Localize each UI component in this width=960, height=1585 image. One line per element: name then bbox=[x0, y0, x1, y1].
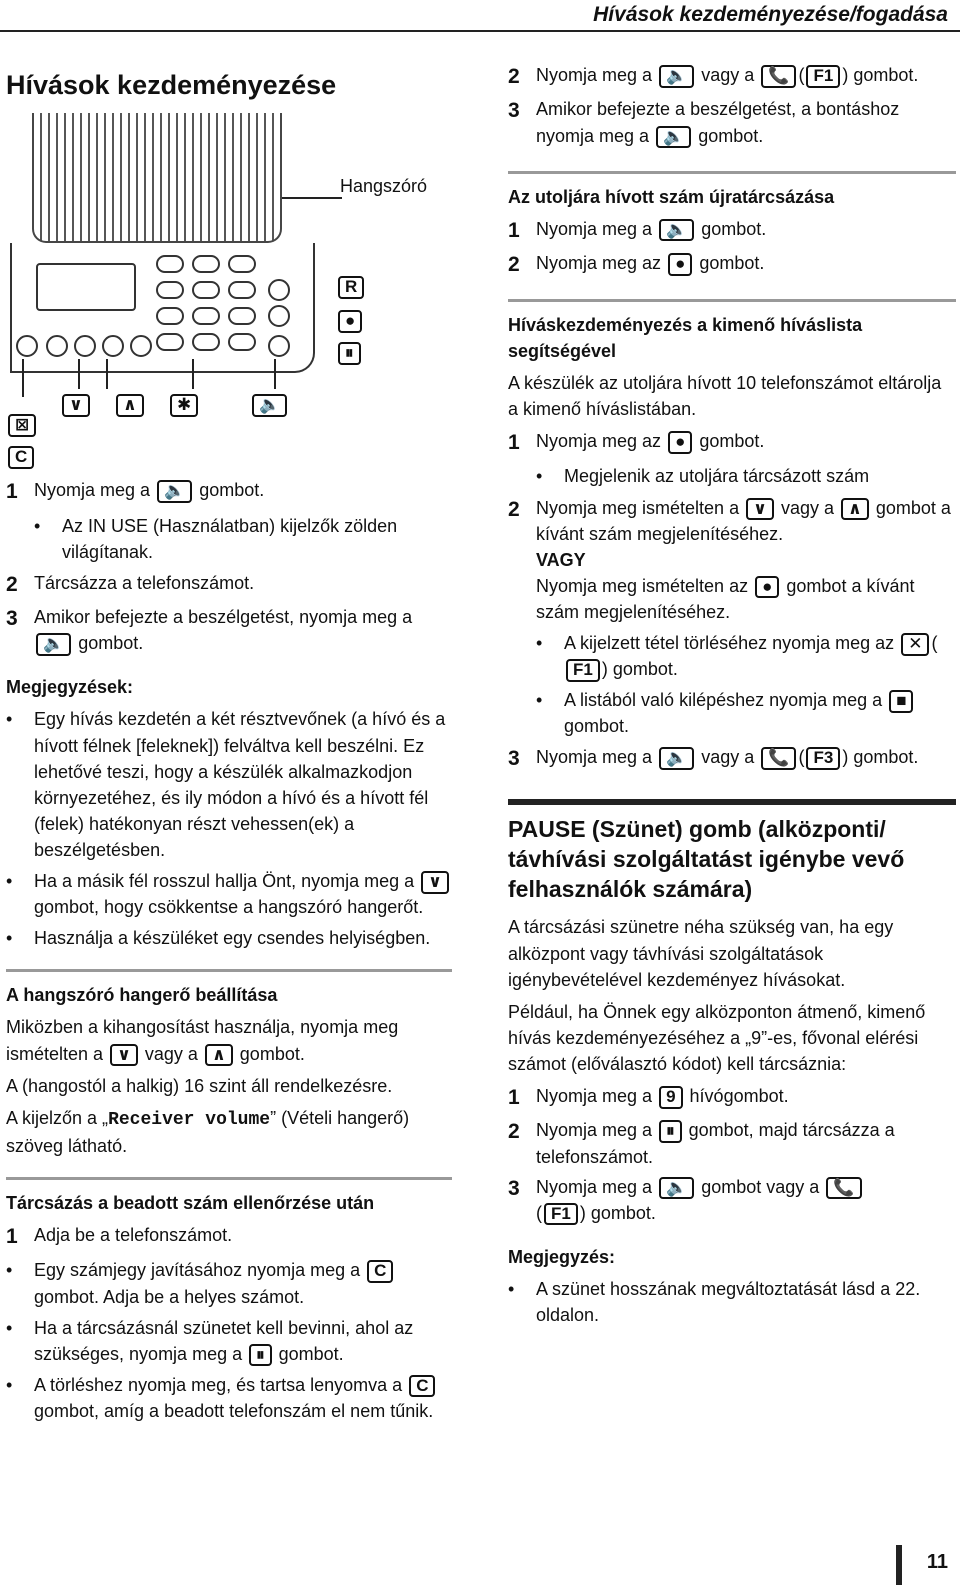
callout-c bbox=[6, 443, 36, 469]
step-text-pre: Nyomja meg a bbox=[536, 1120, 653, 1141]
dial-bullet bbox=[6, 1257, 452, 1309]
step-text-post: gombot a kívánt szám megjelenítéséhez. bbox=[536, 497, 951, 544]
key-redial: ● bbox=[668, 431, 692, 454]
bullet-text-pre: A törléshez nyomja meg, és tartsa lenyomva a bbox=[34, 1374, 403, 1395]
step-number: 3 bbox=[508, 99, 520, 123]
dial-key[interactable] bbox=[192, 307, 220, 325]
step-text-post: gombot. bbox=[78, 633, 144, 654]
step-text bbox=[536, 216, 956, 246]
para-text: vagy a bbox=[144, 1043, 198, 1064]
leader-line bbox=[78, 359, 80, 389]
callout-mute bbox=[6, 411, 38, 437]
step-text-pre: Amikor befejezte a beszélgetést, nyomja meg a bbox=[34, 607, 413, 628]
step-text-pre: Nyomja meg a bbox=[536, 1176, 653, 1197]
redial-heading: Az utoljára hívott szám újratárcsázása bbox=[508, 171, 956, 210]
key-speaker: 🔈 bbox=[252, 394, 287, 417]
step-text-pre: Nyomja meg a bbox=[536, 1086, 653, 1107]
callout-star bbox=[168, 391, 200, 417]
step-text bbox=[536, 1083, 956, 1113]
key-down: ∨ bbox=[110, 1044, 138, 1067]
bullet-text bbox=[34, 1372, 452, 1424]
list-step-2 bbox=[508, 495, 956, 625]
key-redial: ● bbox=[338, 310, 362, 333]
dial-key[interactable] bbox=[156, 281, 184, 299]
bullet-text: A kijelzett tétel törléséhez nyomja meg az ✕ (F1 ) gombot. bbox=[564, 630, 956, 682]
key-f1: F1 bbox=[806, 65, 840, 88]
bullet-text-pre: A kijelzett tétel törléséhez nyomja meg az bbox=[564, 632, 895, 653]
key-pause: ⏸ bbox=[659, 1120, 682, 1143]
key-f1: F1 bbox=[544, 1203, 578, 1226]
para-text: A kijelzőn a „ bbox=[6, 1107, 109, 1128]
step-text-post: gombot. bbox=[699, 253, 765, 274]
key-speaker: 🔈 bbox=[656, 126, 691, 149]
dial-bullet bbox=[6, 1372, 452, 1424]
step-number: 2 bbox=[508, 497, 520, 521]
step-number: 3 bbox=[6, 607, 18, 631]
key-down: ∨ bbox=[746, 498, 774, 521]
key-c: C bbox=[8, 446, 34, 469]
dial-key[interactable] bbox=[192, 333, 220, 351]
step-text-pre: Nyomja meg a bbox=[536, 747, 653, 768]
dial-step-1 bbox=[6, 1222, 452, 1252]
note-bullet bbox=[508, 1276, 956, 1328]
volume-paragraph bbox=[6, 1014, 452, 1066]
step-text bbox=[536, 428, 956, 458]
volume-display-note bbox=[6, 1105, 452, 1159]
step-number: 2 bbox=[508, 253, 520, 277]
bullet-dot: • bbox=[34, 515, 41, 536]
leader-line bbox=[192, 359, 194, 389]
bullet-dot: • bbox=[536, 632, 543, 653]
dial-key[interactable] bbox=[192, 281, 220, 299]
key-talk: 📞 bbox=[761, 747, 796, 770]
note-bullet bbox=[6, 868, 452, 920]
step-number: 1 bbox=[508, 430, 520, 454]
step-number: 2 bbox=[508, 65, 520, 88]
down-button[interactable] bbox=[74, 335, 96, 357]
dial-key[interactable] bbox=[228, 255, 256, 273]
step-text bbox=[536, 1117, 956, 1169]
callout-r bbox=[336, 273, 366, 299]
key-f1: F1 bbox=[566, 659, 600, 682]
bullet-text: Megjelenik az utoljára tárcsázott szám bbox=[564, 466, 870, 487]
leader-line bbox=[22, 359, 24, 397]
bullet-dot: • bbox=[6, 1317, 13, 1338]
bullet-text: Egy hívás kezdetén a két résztvevőnek (a hívó és a hívott félnek [feleknek]) felváltva kell beszélni. Ez lehetővé teszi, hogy a készülék alkalmazkodjon környezetéhez, és ily módon a hívó és a hívott fél (felek) hatékonyan részt vehessen(ek) a beszélgetésben. bbox=[34, 709, 446, 860]
step-text-pre: Nyomja meg ismételten az bbox=[536, 575, 749, 596]
pause-paragraph-1: A tárcsázási szünetre néha szükség van, ha egy alközpont vagy távhívási szolgáltatások igénybevételével kezdeményez hívásokat. bbox=[508, 917, 894, 990]
bullet-dot: • bbox=[536, 690, 543, 711]
key-9: 9 bbox=[659, 1086, 682, 1109]
step-text-pre: Nyomja meg a bbox=[34, 480, 151, 501]
bullet-text-post: gombot. bbox=[564, 716, 630, 737]
step-text: Nyomja meg a 🔈 gombot vagy a 📞 ( F1 ) gombot. bbox=[536, 1174, 956, 1226]
callout-pause bbox=[336, 339, 363, 365]
phone-diagram bbox=[6, 113, 452, 467]
key-redial: ● bbox=[755, 576, 779, 599]
step-text-mid: vagy a bbox=[780, 497, 834, 518]
bullet bbox=[536, 687, 956, 739]
step-text bbox=[34, 477, 452, 507]
speaker-label: Hangszóró bbox=[340, 176, 428, 197]
key-speaker: 🔈 bbox=[36, 633, 71, 656]
bullet-text-pre: Ha a másik fél rosszul hallja Önt, nyomja meg a bbox=[34, 871, 415, 892]
bullet bbox=[536, 463, 956, 489]
step-number: 2 bbox=[508, 1120, 520, 1144]
pause-step-3 bbox=[508, 1174, 956, 1226]
step-text-pre: Nyomja meg az bbox=[536, 430, 662, 451]
bullet-text-post: gombot. Adja be a helyes számot. bbox=[34, 1286, 305, 1307]
note-bullet bbox=[6, 925, 452, 951]
step-2 bbox=[508, 62, 956, 92]
step-text-post: gombot. bbox=[853, 747, 919, 768]
step-text-post: gombot. bbox=[853, 65, 919, 85]
redial-step-1 bbox=[508, 216, 956, 246]
bullet bbox=[34, 513, 452, 565]
bullet-text bbox=[34, 868, 452, 920]
key-up: ∧ bbox=[116, 394, 144, 417]
display-text: Receiver volume bbox=[108, 1109, 271, 1130]
clear-button[interactable] bbox=[46, 335, 68, 357]
dial-bullet bbox=[6, 1315, 452, 1367]
key-talk: 📞 bbox=[826, 1177, 861, 1200]
step-text-post: gombot. bbox=[590, 1202, 656, 1223]
redial-step-2 bbox=[508, 250, 956, 280]
pause-step-2 bbox=[508, 1117, 956, 1169]
step-number: 2 bbox=[6, 572, 18, 596]
step-text bbox=[34, 604, 452, 656]
key-talk: 📞 bbox=[761, 65, 796, 88]
bullet-text-pre: Ha a tárcsázásnál szünetet kell bevinni, ahol az szükséges, nyomja meg a bbox=[34, 1317, 414, 1364]
key-f3: F3 bbox=[806, 747, 840, 770]
left-column bbox=[6, 66, 452, 1429]
leader-line bbox=[274, 359, 276, 389]
step-text bbox=[536, 250, 956, 280]
bullet-dot: • bbox=[6, 1374, 13, 1395]
dial-key[interactable] bbox=[156, 307, 184, 325]
bullet-text-pre: Egy számjegy javításához nyomja meg a bbox=[34, 1260, 361, 1281]
step-number: 1 bbox=[6, 1224, 18, 1248]
bullet-dot: • bbox=[6, 928, 13, 949]
bullet-text-post: gombot, amíg a beadott telefonszám el nem tűnik. bbox=[34, 1400, 434, 1421]
call-list-heading: Híváskezdeményezés a kimenő híváslista segítségével bbox=[508, 299, 956, 364]
notes-heading: Megjegyzések: bbox=[6, 677, 134, 698]
callout-up bbox=[114, 391, 146, 417]
callout-redial bbox=[336, 307, 364, 333]
list-step-3 bbox=[508, 744, 956, 774]
step-text: Nyomja meg a 🔈 vagy a 📞 ( F1 ) gombot. bbox=[536, 62, 956, 92]
step-text-mid: vagy a bbox=[701, 65, 755, 85]
bullet-dot: • bbox=[6, 871, 13, 892]
step-text-post: gombot. bbox=[698, 125, 764, 146]
step-text-mid: gombot vagy a bbox=[701, 1176, 820, 1197]
key-stop: ■ bbox=[889, 690, 913, 713]
call-list-intro: A készülék az utoljára hívott 10 telefonszámot eltárolja a kimenő híváslistában. bbox=[508, 372, 942, 419]
step-text-pre: Nyomja meg a bbox=[536, 65, 653, 85]
key-mute: ⊠ bbox=[8, 414, 36, 437]
step-number: 1 bbox=[6, 480, 18, 504]
step-3 bbox=[6, 604, 452, 656]
pause-step-1 bbox=[508, 1083, 956, 1113]
bullet-text-post: gombot. bbox=[278, 1343, 344, 1364]
dial-key[interactable] bbox=[228, 281, 256, 299]
bullet-dot: • bbox=[508, 1278, 515, 1299]
r-button[interactable] bbox=[268, 279, 290, 301]
step-number: 3 bbox=[508, 747, 520, 771]
step-text: Nyomja meg a 🔈 vagy a 📞 ( F3 ) gombot. bbox=[536, 744, 956, 774]
mute-button[interactable] bbox=[16, 335, 38, 357]
volume-heading: A hangszóró hangerő beállítása bbox=[6, 969, 452, 1008]
bullet-text-post: gombot. bbox=[612, 659, 678, 680]
para-text: Miközben a kihangosítást használja, nyomja meg ismételten a bbox=[6, 1017, 399, 1064]
step-text-post: hívógombot. bbox=[689, 1086, 789, 1107]
step-text-pre: Nyomja meg az bbox=[536, 253, 662, 274]
key-c: C bbox=[409, 1375, 435, 1398]
bullet bbox=[536, 630, 956, 682]
dial-key[interactable] bbox=[156, 255, 184, 273]
step-text-mid: vagy a bbox=[701, 747, 755, 768]
dial-check-heading: Tárcsázás a beadott szám ellenőrzése után bbox=[6, 1177, 452, 1216]
key-redial: ● bbox=[668, 253, 692, 276]
bullet-text: Az IN USE (Használatban) kijelzők zölden világítanak. bbox=[62, 515, 398, 562]
step-text-pre: Nyomja meg a bbox=[536, 218, 653, 239]
step-text-pre: Amikor befejezte a beszélgetést, a bontáshoz nyomja meg a bbox=[536, 99, 900, 146]
header-rule bbox=[0, 30, 960, 32]
key-speaker: 🔈 bbox=[659, 65, 694, 88]
key-star: ✱ bbox=[170, 394, 198, 417]
key-c: C bbox=[367, 1260, 393, 1283]
display-window bbox=[36, 263, 136, 311]
key-speaker: 🔈 bbox=[659, 1177, 694, 1200]
dial-key[interactable] bbox=[228, 307, 256, 325]
bullet-text bbox=[34, 1315, 452, 1367]
step-text bbox=[536, 495, 956, 625]
para-text: ” (Vételi hangerő) szöveg látható. bbox=[6, 1107, 410, 1156]
speaker-leader-line bbox=[282, 197, 342, 199]
callout-down bbox=[60, 391, 92, 417]
bullet-dot: • bbox=[536, 466, 543, 487]
bullet-dot: • bbox=[6, 709, 13, 730]
bullet-text-post: gombot, hogy csökkentse a hangszóró hangerőt. bbox=[34, 897, 424, 918]
para-text: gombot. bbox=[239, 1043, 305, 1064]
key-up: ∧ bbox=[841, 498, 869, 521]
key-speaker: 🔈 bbox=[659, 747, 694, 770]
step-3 bbox=[508, 96, 956, 148]
dial-key[interactable] bbox=[156, 333, 184, 351]
step-1 bbox=[6, 477, 452, 507]
note-bullet bbox=[6, 706, 452, 863]
bullet-text bbox=[564, 687, 956, 739]
key-pause: ⏸ bbox=[338, 342, 361, 365]
speakerphone-button[interactable] bbox=[268, 335, 290, 357]
step-text-pre: Nyomja meg ismételten a bbox=[536, 497, 740, 518]
or-label: VAGY bbox=[536, 549, 586, 570]
star-button[interactable] bbox=[130, 335, 152, 357]
key-speaker: 🔈 bbox=[157, 480, 192, 503]
list-step-1 bbox=[508, 428, 956, 458]
bullet-text-pre: A listából való kilépéshez nyomja meg a bbox=[564, 690, 883, 711]
step-text-post: gombot a kívánt szám megjelenítéséhez. bbox=[536, 575, 915, 622]
key-down: ∨ bbox=[421, 871, 449, 894]
step-text: Adja be a telefonszámot. bbox=[34, 1224, 233, 1245]
pause-paragraph-2: Például, ha Önnek egy alközponton átmenő, kimenő hívás kezdeményezéséhez a „9”-es, fővonal elérési számot (előválasztó kódot) kell tárcsáznia: bbox=[508, 1001, 926, 1074]
dial-key[interactable] bbox=[192, 255, 220, 273]
key-r: R bbox=[338, 276, 364, 299]
section-title: Hívások kezdeményezése bbox=[6, 70, 337, 100]
right-column bbox=[508, 58, 956, 1333]
callout-sp bbox=[250, 391, 289, 417]
leader-line bbox=[106, 359, 108, 389]
bullet-text bbox=[34, 1257, 452, 1309]
step-text-post: gombot. bbox=[699, 430, 765, 451]
page-number: 11 bbox=[926, 1551, 948, 1573]
step-number: 1 bbox=[508, 218, 520, 242]
step-text-post: gombot. bbox=[199, 480, 265, 501]
step-text-post: gombot, majd tárcsázza a telefonszámot. bbox=[536, 1120, 895, 1167]
step-text bbox=[536, 96, 956, 148]
key-down: ∨ bbox=[62, 394, 90, 417]
running-header: Hívások kezdeményezése/fogadása bbox=[593, 3, 948, 26]
pause-heading: PAUSE (Szünet) gomb (alközponti/ távhívási szolgáltatást igénybe vevő felhasználók számára) bbox=[508, 799, 956, 905]
key-up: ∧ bbox=[205, 1044, 233, 1067]
dial-key[interactable] bbox=[228, 333, 256, 351]
bullet-text: Használja a készüléket egy csendes helyiségben. bbox=[34, 928, 431, 949]
key-speaker: 🔈 bbox=[659, 219, 694, 242]
step-text: Tárcsázza a telefonszámot. bbox=[34, 572, 255, 593]
step-text-post: gombot. bbox=[701, 218, 767, 239]
bullet-dot: • bbox=[6, 1260, 13, 1281]
redial-button[interactable] bbox=[268, 305, 290, 327]
key-delete: ✕ bbox=[901, 633, 929, 656]
speaker-grille bbox=[32, 113, 282, 243]
step-number: 3 bbox=[508, 1176, 520, 1200]
key-pause: ⏸ bbox=[249, 1344, 272, 1367]
up-button[interactable] bbox=[102, 335, 124, 357]
step-2 bbox=[6, 570, 452, 600]
step-number: 1 bbox=[508, 1086, 520, 1110]
volume-levels: A (hangostól a halkig) 16 szint áll rendelkezésre. bbox=[6, 1075, 393, 1096]
note-heading: Megjegyzés: bbox=[508, 1246, 616, 1267]
bullet-text: A szünet hosszának megváltoztatását lásd a 22. oldalon. bbox=[536, 1278, 921, 1326]
